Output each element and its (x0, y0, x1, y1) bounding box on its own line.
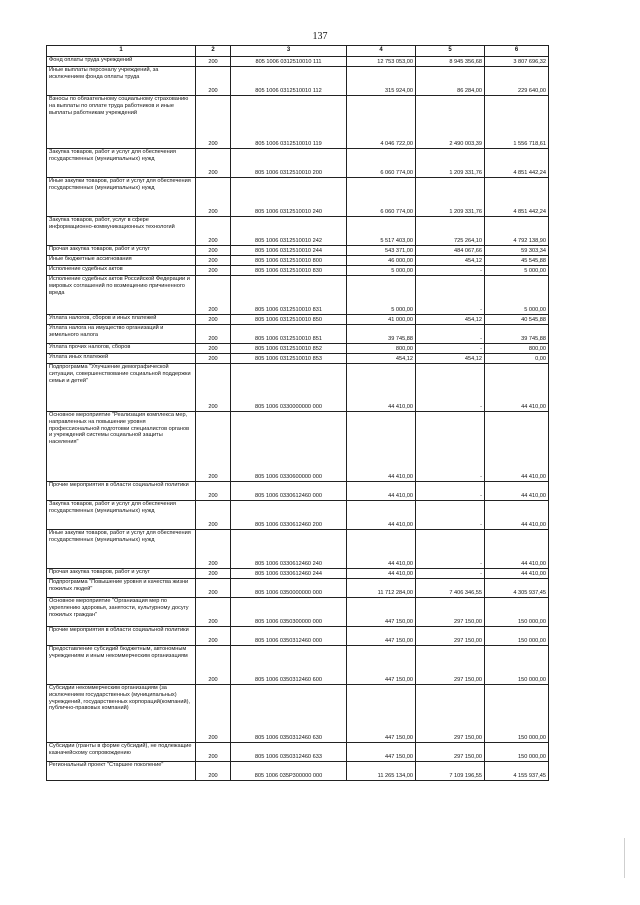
table-cell-c5: - (416, 364, 485, 412)
table-cell-c5: - (416, 266, 485, 276)
table-cell-c5: - (416, 530, 485, 569)
table-cell-code: 805 1006 0350300000 000 (231, 598, 347, 627)
table-cell-c6: 44 410,00 (485, 412, 549, 482)
table-row (47, 266, 549, 276)
table-cell-desc: Закупка товаров, работ и услуг для обеспечения государственных (муниципальных) нужд (47, 501, 196, 530)
table-cell-c2: 200 (196, 256, 231, 266)
table-cell-c6: 45 545,88 (485, 256, 549, 266)
table-row (47, 57, 549, 67)
header-cell: 1 (47, 46, 196, 57)
table-cell-c5: 7 109 196,55 (416, 762, 485, 781)
table-cell-c6: 4 155 937,45 (485, 762, 549, 781)
table-cell-code: 805 1006 0312510010 850 (231, 315, 347, 325)
table-cell-c2: 200 (196, 325, 231, 344)
page-number: 137 (312, 31, 328, 42)
table-cell-c2: 200 (196, 149, 231, 178)
table-cell-code: 805 1006 0312510010 800 (231, 256, 347, 266)
table-cell-c6: 4 305 937,45 (485, 579, 549, 598)
table-cell-c4: 6 060 774,00 (347, 149, 416, 178)
table-cell-code: 805 1006 0312510010 111 (231, 57, 347, 67)
table-cell-c6: 4 851 442,24 (485, 178, 549, 217)
table-cell-code: 805 1006 0330600000 000 (231, 412, 347, 482)
table-row (47, 579, 549, 598)
table-cell-desc: Подпрограмма "Улучшение демографической ситуации, совершенствование социальной поддержки семьи и детей" (47, 364, 196, 412)
table-cell-code: 805 1006 0350312460 630 (231, 685, 347, 743)
table-cell-c2: 200 (196, 762, 231, 781)
table-cell-desc: Субсидии некоммерческим организациям (за исключением государственных (муниципальных) учреждений, государственных корпораций(компаний), публично-правовых компаний) (47, 685, 196, 743)
table-cell-desc: Уплата налога на имущество организаций и земельного налога (47, 325, 196, 344)
table-cell-c5: 1 209 331,76 (416, 149, 485, 178)
table-cell-c6: 150 000,00 (485, 685, 549, 743)
table-cell-c6: 1 556 718,61 (485, 96, 549, 149)
table-cell-code: 805 1006 0312510010 853 (231, 354, 347, 364)
table-cell-c5: 725 264,10 (416, 217, 485, 246)
table-cell-c5: - (416, 482, 485, 501)
table-cell-desc: Прочая закупка товаров, работ и услуг (47, 246, 196, 256)
table-body (47, 57, 549, 781)
table-cell-code: 805 1006 0330612460 000 (231, 482, 347, 501)
table-row (47, 67, 549, 96)
table-cell-c4: 447 150,00 (347, 685, 416, 743)
table-cell-c5: 86 284,00 (416, 67, 485, 96)
table-cell-c4: 800,00 (347, 344, 416, 354)
table-cell-desc: Иные бюджетные ассигнования (47, 256, 196, 266)
table-cell-c2: 200 (196, 96, 231, 149)
table-cell-code: 805 1006 0312510010 831 (231, 276, 347, 315)
table-cell-c5: 297 150,00 (416, 685, 485, 743)
table-cell-desc: Основное мероприятие "Реализация комплекса мер, направленных на повышение уровня профессиональной подготовки специалистов органов и учреждений системы социальной защиты населения" (47, 412, 196, 482)
header-row (47, 46, 549, 57)
table-cell-c2: 200 (196, 178, 231, 217)
budget-table (46, 45, 549, 781)
table-cell-c5: 454,12 (416, 354, 485, 364)
table-cell-c5: 1 209 331,76 (416, 178, 485, 217)
table-row (47, 149, 549, 178)
table-cell-c6: 44 410,00 (485, 501, 549, 530)
table-row (47, 685, 549, 743)
header-cell: 4 (347, 46, 416, 57)
table-cell-c2: 200 (196, 246, 231, 256)
table-cell-c6: 150 000,00 (485, 646, 549, 685)
table-cell-c2: 200 (196, 482, 231, 501)
table-cell-c2: 200 (196, 743, 231, 762)
table-cell-c4: 11 265 134,00 (347, 762, 416, 781)
table-row (47, 96, 549, 149)
table-cell-c4: 39 745,88 (347, 325, 416, 344)
table-row (47, 598, 549, 627)
table-cell-c2: 200 (196, 57, 231, 67)
table-cell-code: 805 1006 0312510010 244 (231, 246, 347, 256)
table-cell-desc: Уплата иных платежей (47, 354, 196, 364)
table-row (47, 412, 549, 482)
table-cell-c5: 484 067,66 (416, 246, 485, 256)
table-cell-c2: 200 (196, 67, 231, 96)
table-cell-c6: 39 745,88 (485, 325, 549, 344)
table-row (47, 246, 549, 256)
table-cell-c2: 200 (196, 354, 231, 364)
table-cell-c6: 44 410,00 (485, 530, 549, 569)
table-cell-c6: 5 000,00 (485, 266, 549, 276)
table-cell-c4: 44 410,00 (347, 364, 416, 412)
table-row (47, 501, 549, 530)
table-cell-c6: 150 000,00 (485, 627, 549, 646)
table-cell-code: 805 1006 0330612460 200 (231, 501, 347, 530)
table-row (47, 325, 549, 344)
table-cell-desc: Иные выплаты персоналу учреждений, за исключением фонда оплаты труда (47, 67, 196, 96)
table-cell-c5: 2 490 003,39 (416, 96, 485, 149)
table-cell-c6: 59 303,34 (485, 246, 549, 256)
table-cell-code: 805 1006 0350312460 600 (231, 646, 347, 685)
table-cell-c4: 46 000,00 (347, 256, 416, 266)
table-cell-c2: 200 (196, 344, 231, 354)
table-cell-c4: 5 517 403,00 (347, 217, 416, 246)
table-cell-c2: 200 (196, 501, 231, 530)
table-cell-c2: 200 (196, 217, 231, 246)
table-cell-c5: 7 406 346,55 (416, 579, 485, 598)
table-cell-c2: 200 (196, 530, 231, 569)
header-cell: 2 (196, 46, 231, 57)
table-cell-c6: 150 000,00 (485, 598, 549, 627)
table-cell-c5: - (416, 569, 485, 579)
table-cell-c4: 454,12 (347, 354, 416, 364)
table-cell-c6: 44 410,00 (485, 364, 549, 412)
table-cell-c4: 543 371,00 (347, 246, 416, 256)
table-row (47, 627, 549, 646)
table-cell-code: 805 1006 0312510010 852 (231, 344, 347, 354)
table-cell-desc: Прочая закупка товаров, работ и услуг (47, 569, 196, 579)
table-cell-c5: 454,12 (416, 315, 485, 325)
table-cell-c6: 150 000,00 (485, 743, 549, 762)
table-cell-c2: 200 (196, 598, 231, 627)
table-cell-desc: Подпрограмма "Повышение уровня и качества жизни пожилых людей" (47, 579, 196, 598)
table-row (47, 482, 549, 501)
table-cell-code: 805 1006 035P300000 000 (231, 762, 347, 781)
table-cell-code: 805 1006 0312510010 200 (231, 149, 347, 178)
table-cell-c4: 44 410,00 (347, 482, 416, 501)
table-cell-code: 805 1006 0312510010 112 (231, 67, 347, 96)
table-cell-c4: 4 046 722,00 (347, 96, 416, 149)
table-cell-c4: 6 060 774,00 (347, 178, 416, 217)
table-cell-desc: Прочие мероприятия в области социальной политики (47, 627, 196, 646)
table-row (47, 276, 549, 315)
scan-edge-mark (624, 838, 625, 878)
table-cell-c2: 200 (196, 579, 231, 598)
table-cell-c6: 229 640,00 (485, 67, 549, 96)
table-row (47, 354, 549, 364)
table-cell-c6: 44 410,00 (485, 482, 549, 501)
table-cell-desc: Региональный проект "Старшее поколение" (47, 762, 196, 781)
table-cell-desc: Субсидии (гранты в форме субсидий), не подлежащие казначейскому сопровождению (47, 743, 196, 762)
table-cell-desc: Исполнение судебных актов (47, 266, 196, 276)
table-cell-code: 805 1006 0330612460 240 (231, 530, 347, 569)
table-cell-c2: 200 (196, 315, 231, 325)
table-cell-c4: 41 000,00 (347, 315, 416, 325)
table-row (47, 743, 549, 762)
table-cell-c4: 11 712 284,00 (347, 579, 416, 598)
table-cell-code: 805 1006 0312510010 119 (231, 96, 347, 149)
table-cell-c5: 8 945 356,68 (416, 57, 485, 67)
table-cell-desc: Взносы по обязательному социальному страхованию на выплаты по оплате труда работников и иные выплаты работникам учреждений (47, 96, 196, 149)
table-cell-desc: Фонд оплаты труда учреждений (47, 57, 196, 67)
table-cell-c5: 297 150,00 (416, 646, 485, 685)
table-cell-c5: - (416, 276, 485, 315)
table-cell-code: 805 1006 0312510010 242 (231, 217, 347, 246)
table-row (47, 364, 549, 412)
table-row (47, 217, 549, 246)
table-cell-c4: 5 000,00 (347, 276, 416, 315)
table-cell-code: 805 1006 0312510010 240 (231, 178, 347, 217)
table-cell-c6: 5 000,00 (485, 276, 549, 315)
table-cell-c2: 200 (196, 266, 231, 276)
table-cell-c5: - (416, 325, 485, 344)
table-cell-c5: 297 150,00 (416, 598, 485, 627)
table-row (47, 646, 549, 685)
table-cell-code: 805 1006 0350000000 000 (231, 579, 347, 598)
table-cell-c2: 200 (196, 627, 231, 646)
table-row (47, 762, 549, 781)
table-cell-desc: Закупка товаров, работ, услуг в сфере информационно-коммуникационных технологий (47, 217, 196, 246)
table-cell-c2: 200 (196, 569, 231, 579)
table-cell-c6: 44 410,00 (485, 569, 549, 579)
table-cell-c4: 447 150,00 (347, 598, 416, 627)
table-cell-c5: 454,12 (416, 256, 485, 266)
table-cell-desc: Уплата налогов, сборов и иных платежей (47, 315, 196, 325)
table-cell-code: 805 1006 0350312460 633 (231, 743, 347, 762)
table-cell-desc: Основное мероприятие "Организация мер по укреплению здоровья, занятости, культурному досугу пожилых граждан" (47, 598, 196, 627)
table-cell-desc: Исполнение судебных актов Российской Федерации и мировых соглашений по возмещению причиненного вреда (47, 276, 196, 315)
table-row (47, 530, 549, 569)
table-cell-desc: Закупка товаров, работ и услуг для обеспечения государственных (муниципальных) нужд (47, 149, 196, 178)
table-cell-code: 805 1006 0312510010 851 (231, 325, 347, 344)
table-cell-c6: 4 792 138,90 (485, 217, 549, 246)
table-cell-c6: 4 851 442,24 (485, 149, 549, 178)
table-cell-c2: 200 (196, 276, 231, 315)
table-cell-c4: 447 150,00 (347, 743, 416, 762)
table-cell-c2: 200 (196, 646, 231, 685)
table-cell-c5: - (416, 501, 485, 530)
table-cell-c4: 12 753 053,00 (347, 57, 416, 67)
table-row (47, 315, 549, 325)
header-cell: 5 (416, 46, 485, 57)
table-cell-c4: 447 150,00 (347, 627, 416, 646)
table-row (47, 256, 549, 266)
table-cell-c6: 800,00 (485, 344, 549, 354)
table-cell-c2: 200 (196, 412, 231, 482)
table-cell-desc: Уплата прочих налогов, сборов (47, 344, 196, 354)
table-row (47, 569, 549, 579)
table-cell-c4: 44 410,00 (347, 412, 416, 482)
table-cell-code: 805 1006 0330612460 244 (231, 569, 347, 579)
table-cell-c6: 40 545,88 (485, 315, 549, 325)
table-cell-c2: 200 (196, 364, 231, 412)
table-row (47, 344, 549, 354)
header-cell: 6 (485, 46, 549, 57)
table-cell-c5: 297 150,00 (416, 627, 485, 646)
table-cell-c2: 200 (196, 685, 231, 743)
table-cell-c6: 0,00 (485, 354, 549, 364)
table-cell-code: 805 1006 0350312460 000 (231, 627, 347, 646)
table-cell-c4: 44 410,00 (347, 501, 416, 530)
table-cell-c6: 3 807 696,32 (485, 57, 549, 67)
table-cell-code: 805 1006 0312510010 830 (231, 266, 347, 276)
table-cell-desc: Иные закупки товаров, работ и услуг для обеспечения государственных (муниципальных) нужд (47, 530, 196, 569)
table-cell-c5: - (416, 412, 485, 482)
table-cell-c4: 315 924,00 (347, 67, 416, 96)
table-cell-c4: 44 410,00 (347, 569, 416, 579)
table-cell-code: 805 1006 0330000000 000 (231, 364, 347, 412)
table-row (47, 178, 549, 217)
table-cell-desc: Предоставление субсидий бюджетным, автономным учреждениям и иным некоммерческим организациям (47, 646, 196, 685)
table-cell-c5: - (416, 344, 485, 354)
table-cell-c4: 44 410,00 (347, 530, 416, 569)
table-cell-desc: Иные закупки товаров, работ и услуг для обеспечения государственных (муниципальных) нужд (47, 178, 196, 217)
table-cell-c5: 297 150,00 (416, 743, 485, 762)
table-cell-c4: 5 000,00 (347, 266, 416, 276)
table-cell-desc: Прочие мероприятия в области социальной политики (47, 482, 196, 501)
table-cell-c4: 447 150,00 (347, 646, 416, 685)
header-cell: 3 (231, 46, 347, 57)
